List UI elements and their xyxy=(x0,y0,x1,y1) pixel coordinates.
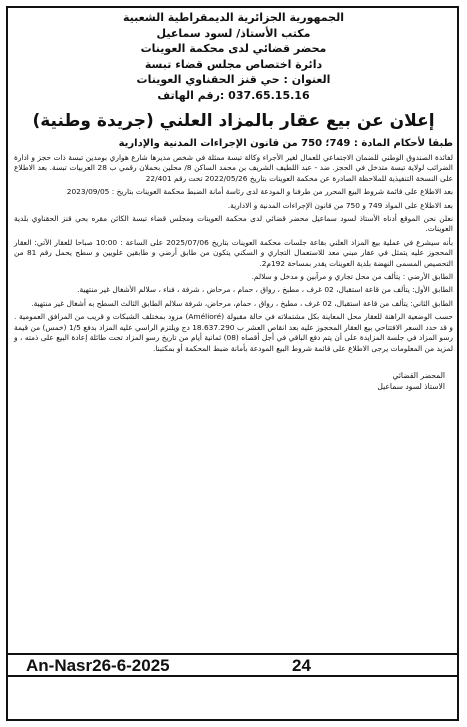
notice-title: إعلان عن بيع عقار بالمزاد العلني (جريدة وطنية) xyxy=(32,111,435,131)
notice-header xyxy=(14,10,453,103)
paragraph-first-floor: الطابق الأول: يتألف من قاعة استقبال، 02 غرف ، مطبخ ، رواق ، حمام ، مرحاض ، شرفة ، فناء ، سلالم الأشغال غير منتهية. xyxy=(77,285,453,295)
paragraph-second-floor: الطابق الثاني: يتألف من قاعة استقبال، 02 غرف ، مطبخ ، رواق ، حمام، مرحاض، شرفة سلالم الطابق الثالث السطح به أشغال غير منتهية. xyxy=(31,298,453,308)
bailiff-title: محضر قضائي لدى محكمة العوينات xyxy=(140,42,327,55)
legal-notice xyxy=(14,10,453,392)
phone-label: رقم الهاتف: xyxy=(157,88,225,102)
paragraph-auction-details: بأنه سيشرع في عملية بيع المزاد العلني بقاعة جلسات محكمة العوينات بتاريخ 2025/07/06 على الساعة : 10:00 صباحا للعقار الآتي: العقار المحجوز عليه يتمثل في عقار مبني معد للاستعمال التجاري و السكني يتكون من طابق أرضي و طابقين علويين و سطح يحمل رقم 81 من التحصيص المسمى النهضة بلدية العوينات يقدر بمساحة 192م2. xyxy=(14,237,453,268)
newspaper-footer xyxy=(6,653,459,677)
signature-title: المحضر القضائي xyxy=(392,370,445,380)
paragraph-price-terms: حسب الوضعية الراهنة للعقار محل المعاينة بكل مشتملاته في حالة مقبولة (Amélioré) مزود بمختلف الشبكات و قريب من المرافق العمومية . و قد حدد السعر الافتتاحي بيع العقار المحجوز عليه بعد انقاص العشر ب 18.637.290 دج ويلتزم الراسي عليه المزاد بدفع 1/5 (خمس) من قيمة رسو المزاد في جلسة المزايدة على أن يتم دفع الباقي في أجل أقصاه (08) ثمانية أيام من تاريخ رسو المزاد تحت طائلة إعادة البيع على ذمته ، و لمزيد من المعلومات يرجى الاطلاع على قائمة شروط البيع المودعة بأمانة ضبط المحكمة أو بمكتبنا. xyxy=(14,312,454,353)
signature-name: الاستاذ لسود سماعيل xyxy=(377,381,445,391)
paragraph-announcement: نعلن نحن الموقع أدناه الأستاذ لسود سماعيل محضر قضائي لدى محكمة العوينات ومجلس قضاء تبسة الكائن مقره بحي قنز الحقناوي بلدية العوينات. xyxy=(14,214,453,234)
office-phone xyxy=(14,88,453,104)
phone-number: 037.65.15.16 xyxy=(228,88,310,102)
signature-block xyxy=(14,370,453,392)
legal-basis: طبقا لأحكام المادة : 749؛ 750 من قانون الإجراءات المدنية والإدارية xyxy=(118,138,453,149)
office-name: مكتب الأستاذ/ لسود سماعيل xyxy=(156,26,311,40)
republic-name: الجمهورية الجزائرية الديمقراطية الشعبية xyxy=(123,11,344,24)
paragraph-ground-floor: الطابق الأرضي : يتألف من محل تجاري و مرآبين و مدخل و سلالم. xyxy=(251,272,453,282)
jurisdiction: دائرة اختصاص مجلس قضاء تبسة xyxy=(144,57,323,71)
paragraph-conditions: بعد الاطلاع على قائمة شروط البيع المحرر من طرفنا و المودعة لدى رئاسة أمانة الضبط محكمة العوينات بتاريخ : 2023/09/05 xyxy=(66,187,453,197)
paragraph-parties: لفائدة الصندوق الوطني للضمان الاجتماعي للعمال لغير الأجراء وكالة تبسة ممثلة في شخص مديرها شارع هواري بومدين تبسة ذات حجز و ادارة الضرائب لولاية تبسة متدخل في الحجز. ضد - عبد اللطيف الشريف بن محمد الساكن 8/ محلين بحملان رقمي ب 28 العربيات تبسة. بعد الاطلاع على النسخة التنفيذية للملاحظة الصادرة عن محكمة العوينات بتاريخ 2022/05/26 تحت رقم 22/401 xyxy=(14,153,453,183)
paragraph-articles: بعد الاطلاع على المواد 749 و 750 من قانون الإجراءات المدنية و الادارية. xyxy=(227,200,453,210)
newspaper-date: An-Nasr26-6-2025 xyxy=(26,656,170,675)
office-address: العنوان : حي قنز الحقناوي العوينات xyxy=(136,73,331,86)
page-number: 24 xyxy=(292,656,311,675)
